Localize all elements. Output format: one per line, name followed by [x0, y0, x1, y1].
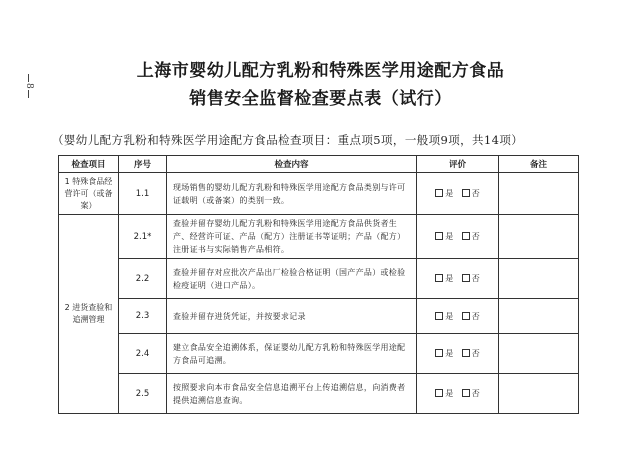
note-cell[interactable]	[499, 299, 579, 334]
yes-option[interactable]: 是	[435, 274, 453, 283]
checkbox[interactable]	[435, 274, 443, 282]
page-subtitle: （婴幼儿配方乳粉和特殊医学用途配方食品检查项目：重点项5项，一般项9项，共14项）	[52, 133, 524, 147]
table-row	[59, 374, 579, 414]
no-option[interactable]: 否	[462, 274, 480, 283]
page-number: 8	[24, 73, 33, 99]
eval-cell	[417, 334, 499, 374]
header-note: 备注	[499, 156, 579, 173]
content-cell: 建立食品安全追溯体系，保证婴幼儿配方乳粉和特殊医学用途配方食品可追溯。	[167, 334, 417, 374]
yes-option[interactable]: 是	[435, 232, 453, 241]
content-cell: 现场销售的婴幼儿配方乳粉和特殊医学用途配方食品类别与许可证载明（或备案）的类别一致。	[167, 173, 417, 215]
yes-option[interactable]: 是	[435, 189, 453, 198]
checkbox[interactable]	[435, 232, 443, 240]
checkbox[interactable]	[462, 349, 470, 357]
checkbox[interactable]	[462, 389, 470, 397]
seq-cell: 2.1*	[119, 215, 167, 259]
no-option[interactable]: 否	[462, 349, 480, 358]
table-header-row	[59, 156, 579, 173]
check-item-cell: 1 特殊食品经营许可（或备案）	[59, 173, 119, 215]
header-seq: 序号	[119, 156, 167, 173]
checkbox[interactable]	[435, 312, 443, 320]
checkbox[interactable]	[462, 189, 470, 197]
check-item-cell: 2 进货查验和追溯管理	[59, 215, 119, 414]
checkbox[interactable]	[435, 349, 443, 357]
seq-cell: 2.3	[119, 299, 167, 334]
eval-cell	[417, 259, 499, 299]
no-option[interactable]: 否	[462, 189, 480, 198]
checkbox[interactable]	[462, 232, 470, 240]
page-title-line2: 销售安全监督检查要点表（试行）	[189, 89, 452, 109]
checkbox[interactable]	[435, 189, 443, 197]
no-option[interactable]: 否	[462, 312, 480, 321]
content-cell: 查验并留存婴幼儿配方乳粉和特殊医学用途配方食品供货者生产、经营许可证、产品（配方）注册证书等证明；产品（配方）注册证书与实际销售产品相符。	[167, 215, 417, 259]
note-cell[interactable]	[499, 374, 579, 414]
seq-cell: 1.1	[119, 173, 167, 215]
content-cell: 查验并留存对应批次产品出厂检验合格证明（国产产品）或检验检疫证明（进口产品）。	[167, 259, 417, 299]
table-row	[59, 259, 579, 299]
content-cell: 按照要求向本市食品安全信息追溯平台上传追溯信息，向消费者提供追溯信息查询。	[167, 374, 417, 414]
header-content: 检查内容	[167, 156, 417, 173]
no-option[interactable]: 否	[462, 232, 480, 241]
note-cell[interactable]	[499, 173, 579, 215]
eval-cell	[417, 374, 499, 414]
seq-cell: 2.2	[119, 259, 167, 299]
eval-cell	[417, 173, 499, 215]
eval-cell	[417, 299, 499, 334]
table-row	[59, 215, 579, 259]
header-eval: 评价	[417, 156, 499, 173]
eval-cell	[417, 215, 499, 259]
table-row	[59, 299, 579, 334]
checkbox[interactable]	[435, 389, 443, 397]
page-title-line1: 上海市婴幼儿配方乳粉和特殊医学用途配方食品	[136, 61, 505, 81]
header-item: 检查项目	[59, 156, 119, 173]
yes-option[interactable]: 是	[435, 349, 453, 358]
yes-option[interactable]: 是	[435, 312, 453, 321]
note-cell[interactable]	[499, 259, 579, 299]
seq-cell: 2.4	[119, 334, 167, 374]
yes-option[interactable]: 是	[435, 389, 453, 398]
seq-cell: 2.5	[119, 374, 167, 414]
note-cell[interactable]	[499, 334, 579, 374]
table-row	[59, 334, 579, 374]
checkbox[interactable]	[462, 312, 470, 320]
table-row	[59, 173, 579, 215]
no-option[interactable]: 否	[462, 389, 480, 398]
content-cell: 查验并留存进货凭证，并按要求记录	[167, 299, 417, 334]
checkbox[interactable]	[462, 274, 470, 282]
inspection-table	[58, 155, 579, 414]
note-cell[interactable]	[499, 215, 579, 259]
